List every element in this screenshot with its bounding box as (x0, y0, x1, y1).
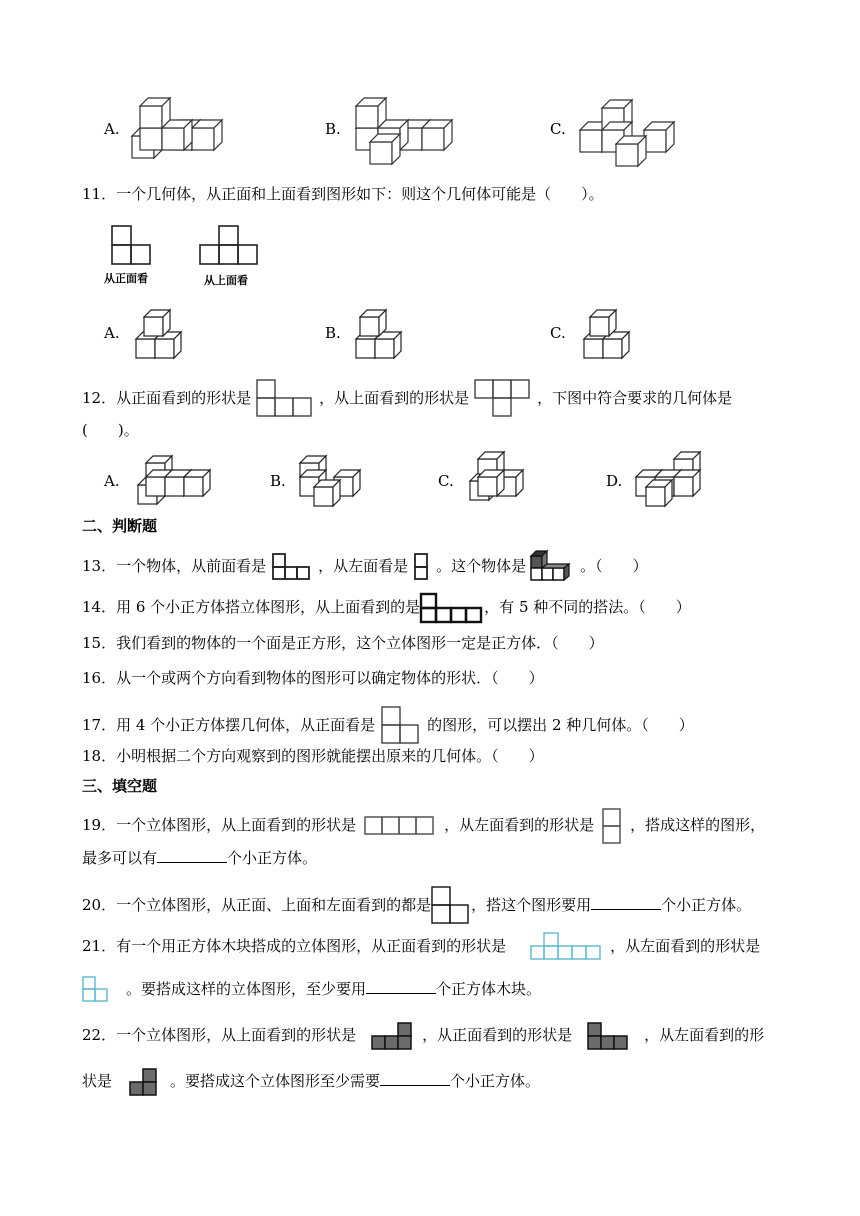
q12-option-c[interactable]: C. (438, 472, 454, 490)
q22-part1: 22．一个立体图形，从上面看到的形状是 (82, 1026, 357, 1044)
q22-top-view (370, 1022, 412, 1050)
q12-part3: ，下图中符合要求的几何体是 (537, 389, 733, 407)
q16-text: 16．从一个或两个方向看到物体的图形可以确定物体的形状．（ ） (82, 669, 544, 687)
q11-text: 11．一个几何体，从正面和上面看到图形如下：则这个几何体可能是（ ）。 (82, 185, 604, 203)
q12-figure-a (138, 452, 218, 508)
q12-part4: ( )。 (82, 421, 139, 439)
section-3-title: 三、填空题 (82, 777, 158, 795)
q17-front-view (381, 706, 421, 746)
q12-figure-b (300, 452, 380, 508)
q11-figure-c (584, 306, 634, 362)
q11-figure-b (356, 306, 406, 362)
q13-line (82, 550, 648, 584)
q14-part1: 14．用 6 个小正方体搭立体图形，从上面看到的是 (82, 598, 421, 616)
q22-front-view (586, 1022, 628, 1050)
q11-figure-a (136, 306, 186, 362)
q20-part1: 20．一个立体图形，从正面、上面和左面看到的都是 (82, 896, 432, 914)
q14-line (82, 592, 691, 624)
q20-answer-blank[interactable] (591, 895, 661, 910)
q12-part1: 12．从正面看到的形状是 (82, 389, 252, 407)
q20-line (82, 886, 751, 926)
q13-part2: ，从左面看是 (318, 557, 409, 575)
q13-left-view (414, 553, 430, 581)
q10-figure-b (356, 98, 466, 160)
q17-part1: 17．用 4 个小正方体摆几何体，从正面看是 (82, 716, 376, 734)
q13-front-view (272, 553, 312, 581)
q22-part4: 状是 (82, 1072, 113, 1090)
q19-left-view (602, 808, 622, 844)
q12-line1 (82, 380, 732, 418)
q21-part4: 个正方体木块。 (436, 980, 542, 998)
q21-line2 (82, 976, 541, 1004)
q19-part5: 个小正方体。 (227, 849, 318, 867)
q13-part4: 。（ ） (580, 557, 648, 575)
q12-front-view (257, 380, 313, 418)
q11-option-a[interactable]: A. (104, 324, 120, 342)
q17-part2: 的图形，可以摆出 2 种几何体。（ ） (427, 716, 694, 734)
q11-option-b[interactable]: B. (325, 324, 341, 342)
q12-option-a[interactable]: A. (104, 472, 120, 490)
q14-part2: ，有 5 种不同的搭法。（ ） (484, 598, 691, 616)
q22-part2: ，从正面看到的形状是 (422, 1026, 573, 1044)
q20-part3: 个小正方体。 (661, 896, 752, 914)
q17-line (82, 706, 694, 746)
q10-figure-c (580, 100, 690, 162)
q13-solid-figure (530, 550, 576, 584)
q22-part3: ，从左面看到的形 (644, 1026, 765, 1044)
q21-left-view (82, 976, 110, 1004)
q20-view (431, 886, 471, 926)
q12-option-b[interactable]: B. (270, 472, 286, 490)
q21-part2: ，从左面看到的形状是 (610, 937, 761, 955)
q21-part1: 21．有一个用正方体木块搭成的立体图形，从正面看到的形状是 (82, 937, 507, 955)
q10-option-b[interactable]: B. (325, 120, 341, 138)
q19-answer-blank[interactable] (157, 848, 227, 863)
q12-figure-d (636, 452, 716, 508)
q19-top-view (364, 816, 436, 836)
q13-part3: 。这个物体是 (436, 557, 527, 575)
section-2-title: 二、判断题 (82, 517, 158, 535)
q11-front-view (112, 226, 152, 266)
q22-answer-blank[interactable] (380, 1071, 450, 1086)
q11-front-caption: 从正面看 (104, 272, 148, 285)
q15-text: 15．我们看到的物体的一个面是正方形，这个立体图形一定是正方体．（ ） (82, 634, 604, 652)
q21-part3: 。要搭成这样的立体图形，至少要用 (126, 980, 367, 998)
q12-figure-c (470, 452, 550, 508)
q12-top-view (475, 380, 531, 418)
q11-top-view (200, 226, 260, 266)
q13-part1: 13．一个物体，从前面看是 (82, 557, 267, 575)
q14-top-view (420, 592, 484, 624)
q19-line1 (82, 808, 765, 844)
q19-part1: 19．一个立体图形，从上面看到的形状是 (82, 816, 357, 834)
q18-text: 18．小明根据二个方向观察到的图形就能摆出原来的几何体。（ ） (82, 747, 544, 765)
q19-part4: 最多可以有 (82, 849, 158, 867)
q21-line1 (82, 932, 760, 962)
q22-left-view (128, 1068, 158, 1096)
q20-part2: ，搭这个图形要用 (471, 896, 592, 914)
q22-part6: 个小正方体。 (450, 1072, 541, 1090)
q19-line2 (82, 848, 317, 868)
q19-part2: ，从左面看到的形状是 (444, 816, 595, 834)
q22-line1 (82, 1022, 764, 1050)
q21-answer-blank[interactable] (366, 979, 436, 994)
q12-option-d[interactable]: D. (606, 472, 623, 490)
q10-option-c[interactable]: C. (550, 120, 566, 138)
q10-option-a[interactable]: A. (104, 120, 120, 138)
q22-part5: 。要搭成这个立体图形至少需要 (170, 1072, 381, 1090)
q10-figure-a (132, 98, 242, 160)
q19-part3: ，搭成这样的图形， (630, 816, 766, 834)
q11-option-c[interactable]: C. (550, 324, 566, 342)
q22-line2 (82, 1068, 540, 1096)
q21-front-view (530, 932, 602, 962)
q11-top-caption: 从上面看 (204, 274, 248, 287)
q12-part2: ，从上面看到的形状是 (319, 389, 470, 407)
